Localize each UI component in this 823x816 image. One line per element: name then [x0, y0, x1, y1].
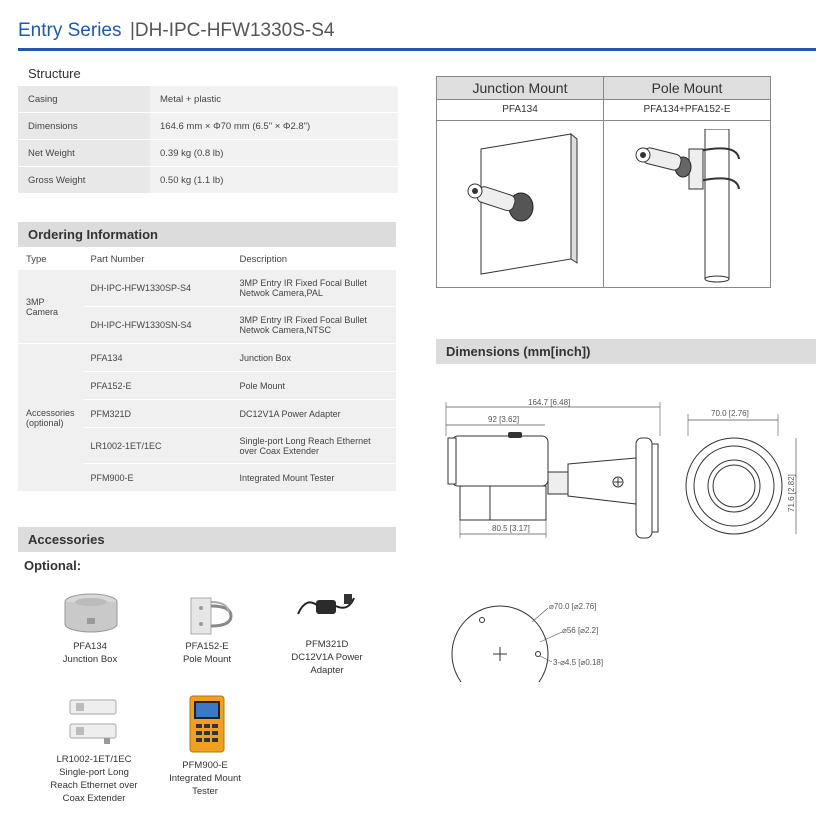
part-cell: PFA134 [83, 344, 232, 372]
structure-title: Structure [28, 66, 81, 81]
dim-bottom-length: 80.5 [3.17] [492, 524, 530, 533]
dim-hole-circle: ⌀56 [⌀2.2] [562, 626, 599, 635]
ordering-table [18, 248, 396, 492]
table-row [18, 86, 398, 113]
structure-value: 0.50 kg (1.1 lb) [150, 167, 398, 194]
acc-desc: Adapter [310, 665, 344, 676]
type-cell: 3MP Camera [18, 270, 83, 344]
optional-label: Optional: [24, 558, 82, 573]
pole-mount-header: Pole Mount [604, 77, 770, 100]
acc-name: PFM321D [305, 639, 349, 650]
acc-name: PFA152-E [185, 641, 229, 652]
acc-desc: Integrated Mount [169, 773, 241, 784]
dim-front-height: 71.6 [2.82] [787, 474, 796, 512]
table-row [18, 113, 398, 140]
dimensions-title: Dimensions (mm[inch]) [436, 339, 816, 364]
structure-value: 164.6 mm × Φ70 mm (6.5" × Φ2.8") [150, 113, 398, 140]
structure-value: Metal + plastic [150, 86, 398, 113]
acc-desc: Pole Mount [182, 654, 232, 665]
mount-tester-image [188, 694, 226, 754]
col-part-number: Part Number [90, 253, 145, 265]
junction-mount-part: PFA134 [437, 100, 604, 121]
dim-front-width: 70.0 [2.76] [711, 409, 749, 418]
desc-cell: 3MP Entry IR Fixed Focal Bullet Netwok Camera,PAL [232, 270, 396, 307]
desc-cell: 3MP Entry IR Fixed Focal Bullet Netwok Camera,NTSC [232, 307, 396, 344]
series-title: Entry Series [18, 20, 122, 41]
acc-item-extender [40, 753, 148, 805]
pole-mount-drawing [627, 129, 767, 284]
structure-key: Net Weight [18, 140, 150, 167]
desc-cell: Junction Box [232, 344, 396, 372]
junction-mount-drawing [447, 129, 597, 279]
acc-name: LR1002-1ET/1EC [56, 754, 132, 765]
page-header [18, 18, 816, 51]
acc-desc: DC12V1A Power [291, 652, 363, 663]
structure-key: Casing [18, 86, 150, 113]
part-cell: LR1002-1ET/1EC [83, 428, 232, 464]
ordering-title: Ordering Information [18, 222, 396, 247]
dim-base-diameter: ⌀70.0 [⌀2.76] [549, 602, 597, 611]
structure-value: 0.39 kg (0.8 lb) [150, 140, 398, 167]
acc-item-mount-tester [155, 759, 255, 798]
acc-desc: Tester [192, 786, 218, 797]
desc-cell: DC12V1A Power Adapter [232, 400, 396, 428]
col-type: Type [26, 253, 47, 265]
dimensions-drawing [440, 392, 816, 682]
desc-cell: Integrated Mount Tester [232, 464, 396, 492]
table-header-row [18, 248, 396, 270]
acc-desc: Junction Box [62, 654, 118, 665]
part-cell: PFM900-E [83, 464, 232, 492]
acc-desc: Reach Ethernet over [50, 780, 138, 791]
structure-key: Dimensions [18, 113, 150, 140]
desc-cell: Single-port Long Reach Ethernet over Coax Extender [232, 428, 396, 464]
part-cell: PFM321D [83, 400, 232, 428]
table-row [18, 140, 398, 167]
acc-desc: Coax Extender [62, 793, 126, 804]
table-row [18, 270, 396, 307]
table-row [18, 167, 398, 194]
model-title: |DH-IPC-HFW1330S-S4 [130, 20, 335, 41]
side-view [446, 398, 660, 538]
acc-item-power-adapter [275, 638, 379, 677]
accessories-title: Accessories [18, 527, 396, 552]
pole-mount-image [183, 592, 235, 638]
acc-item-junction-box [40, 640, 140, 666]
mount-table [436, 76, 771, 288]
mount-divider [603, 121, 604, 287]
dim-holes: 3-⌀4.5 [⌀0.18] [553, 658, 604, 667]
dim-front-length: 92 [3.62] [488, 415, 520, 424]
acc-desc: Single-port Long [59, 767, 129, 778]
junction-mount-header: Junction Mount [437, 77, 604, 100]
acc-name: PFA134 [73, 641, 107, 652]
part-cell: PFA152-E [83, 372, 232, 400]
part-cell: DH-IPC-HFW1330SP-S4 [83, 270, 232, 307]
power-adapter-image [296, 592, 358, 622]
col-description: Description [239, 253, 288, 265]
acc-name: PFM900-E [182, 760, 228, 771]
type-cell: Accessories (optional) [18, 344, 83, 492]
structure-key: Gross Weight [18, 167, 150, 194]
junction-box-image [60, 590, 122, 636]
extender-image [66, 694, 122, 750]
acc-item-pole-mount [157, 640, 257, 666]
desc-cell: Pole Mount [232, 372, 396, 400]
dim-total-length: 164.7 [6.48] [528, 398, 571, 407]
pole-mount-part: PFA134+PFA152-E [604, 100, 770, 121]
front-view [686, 409, 796, 534]
base-view [452, 602, 603, 682]
table-row [18, 344, 396, 372]
structure-table [18, 86, 398, 194]
part-cell: DH-IPC-HFW1330SN-S4 [83, 307, 232, 344]
